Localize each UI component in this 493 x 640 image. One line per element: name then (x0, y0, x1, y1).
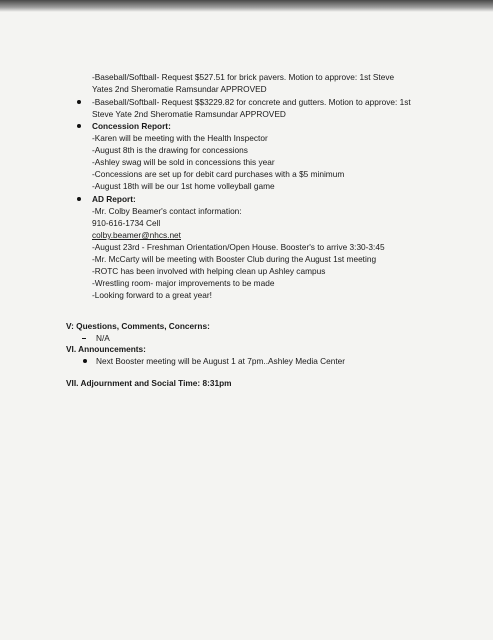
section-vi-item: Next Booster meeting will be August 1 at 7pm..Ashley Media Center (96, 356, 346, 366)
concession-item: -Ashley swag will be sold in concessions this year (92, 157, 275, 167)
baseball-request-1-line2: Yates 2nd Sheromatie Ramsundar APPROVED (92, 84, 267, 94)
concession-item: -Karen will be meeting with the Health Inspector (92, 133, 268, 143)
dash-icon (82, 338, 86, 339)
concession-report-title: Concession Report: (92, 121, 171, 131)
ad-item: -Looking forward to a great year! (92, 290, 212, 300)
ad-item: -ROTC has been involved with helping clean up Ashley campus (92, 266, 326, 276)
section-v-item: N/A (96, 333, 110, 343)
ad-contact-line: -Mr. Colby Beamer's contact information: (92, 206, 242, 216)
section-v-title: V: Questions, Comments, Concerns: (66, 321, 210, 331)
section-vi-title: VI. Announcements: (66, 344, 146, 354)
bullet-icon (83, 359, 87, 363)
bullet-icon (77, 197, 81, 201)
bullet-icon (77, 124, 81, 128)
ad-email-link[interactable]: colby.beamer@nhcs.net (92, 230, 181, 240)
baseball-request-1-line1: -Baseball/Softball- Request $527.51 for brick pavers. Motion to approve: 1st Steve (92, 72, 395, 82)
baseball-request-2-line1: -Baseball/Softball- Request $$3229.82 for concrete and gutters. Motion to approve: 1st (92, 97, 411, 107)
section-vii-title: VII. Adjournment and Social Time: 8:31pm (66, 378, 232, 388)
ad-item: -Wrestling room- major improvements to be made (92, 278, 275, 288)
bullet-icon (77, 100, 81, 104)
ad-report-title: AD Report: (92, 194, 136, 204)
baseball-request-2-line2: Steve Yate 2nd Sheromatie Ramsundar APPROVED (92, 109, 286, 119)
concession-item: -August 8th is the drawing for concessions (92, 145, 248, 155)
concession-item: -August 18th will be our 1st home volleyball game (92, 181, 275, 191)
ad-phone: 910-616-1734 Cell (92, 218, 161, 228)
concession-item: -Concessions are set up for debit card purchases with a $5 minimum (92, 169, 345, 179)
ad-item: -Mr. McCarty will be meeting with Booster Club during the August 1st meeting (92, 254, 377, 264)
ad-item: -August 23rd - Freshman Orientation/Open House. Booster's to arrive 3:30-3:45 (92, 242, 385, 252)
